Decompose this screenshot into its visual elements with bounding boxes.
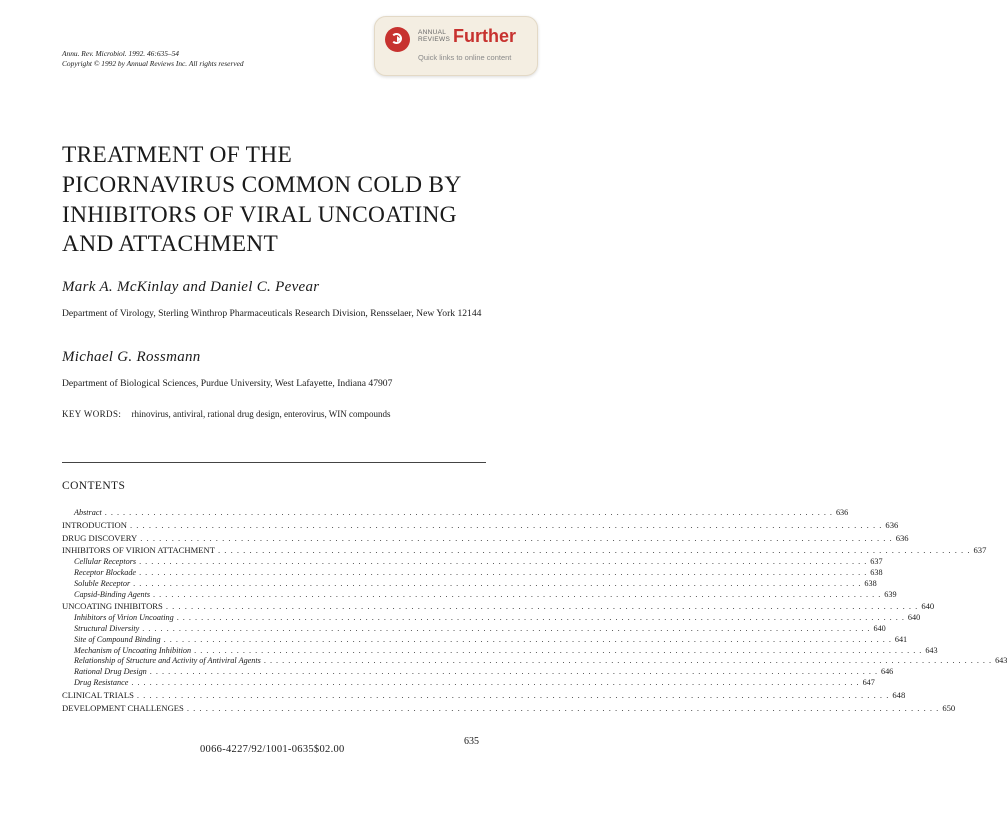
toc-entry xyxy=(62,567,883,579)
toc-entry-page: 640 xyxy=(873,623,886,633)
toc-entry xyxy=(62,702,956,715)
toc-entry-page: 648 xyxy=(892,689,906,700)
toc-entry-page: 643 xyxy=(995,656,1007,666)
toc-entry-page: 640 xyxy=(921,601,935,612)
toc-entry-page: 643 xyxy=(925,645,938,655)
keywords xyxy=(62,409,391,419)
toc-leader-dots: . . . . . . . . . . . . . . . . . . . . . . . . . . . . . . . . . . . . . . . . . . . . . . . . . . . . . . . . . . . . . . . . . . . . . . . . . . . . . . . . . . . . . . . . . . . . . . . . . . . . . . . . . . . . . . . . . . . . . . . . xyxy=(186,702,940,713)
toc-entry-page: 636 xyxy=(895,532,909,543)
toc-leader-dots: . . . . . . . . . . . . . . . . . . . . . . . . . . . . . . . . . . . . . . . . . . . . . . . . . . . . . . . . . . . . . . . . . . . . . . . . . . . . . . . . . . . . . . . . . . . . . . . . . . . . . . . . . . . . . . . . . . . . . . . . xyxy=(139,557,868,567)
toc-leader-dots: . . . . . . . . . . . . . . . . . . . . . . . . . . . . . . . . . . . . . . . . . . . . . . . . . . . . . . . . . . . . . . . . . . . . . . . . . . . . . . . . . . . . . . . . . . . . . . . . . . . . . . . . . . . . . . . . . . . . . . . . xyxy=(104,508,833,517)
toc-entry-page: 647 xyxy=(862,677,875,687)
toc-entry-page: 650 xyxy=(942,702,956,713)
copyright-line: Copyright © 1992 by Annual Reviews Inc. All rights reserved xyxy=(62,59,244,68)
toc-entry xyxy=(62,645,938,657)
toc-leader-dots: . . . . . . . . . . . . . . . . . . . . . . . . . . . . . . . . . . . . . . . . . . . . . . . . . . . . . . . . . . . . . . . . . . . . . . . . . . . . . . . . . . . . . . . . . . . . . . . . . . . . . . . . . . . . . . . . . . . . . . . . xyxy=(194,645,923,655)
contents-heading: CONTENTS xyxy=(62,480,126,492)
toc-leader-dots: . . . . . . . . . . . . . . . . . . . . . . . . . . . . . . . . . . . . . . . . . . . . . . . . . . . . . . . . . . . . . . . . . . . . . . . . . . . . . . . . . . . . . . . . . . . . . . . . . . . . . . . . . . . . . . . . . . . . . . . . xyxy=(140,532,893,543)
toc-leader-dots: . . . . . . . . . . . . . . . . . . . . . . . . . . . . . . . . . . . . . . . . . . . . . . . . . . . . . . . . . . . . . . . . . . . . . . . . . . . . . . . . . . . . . . . . . . . . . . . . . . . . . . . . . . . . . . . . . . . . . . . . xyxy=(139,567,868,577)
toc-leader-dots: . . . . . . . . . . . . . . . . . . . . . . . . . . . . . . . . . . . . . . . . . . . . . . . . . . . . . . . . . . . . . . . . . . . . . . . . . . . . . . . . . . . . . . . . . . . . . . . . . . . . . . . . . . . . . . . . . . . . . . . . xyxy=(142,623,871,633)
section-divider xyxy=(62,462,486,463)
toc-entry xyxy=(62,634,908,646)
toc-entry xyxy=(62,589,897,601)
journal-citation-line: Annu. Rev. Microbiol. 1992. 46:635–54 xyxy=(62,49,179,58)
toc-entry-label: Rational Drug Design xyxy=(74,667,147,677)
toc-entry xyxy=(62,532,909,545)
toc-entry xyxy=(62,613,921,624)
keywords-label: KEY WORDS: xyxy=(62,409,122,419)
article-title xyxy=(62,141,532,260)
toc-entry-label: Inhibitors of Virion Uncoating xyxy=(74,613,174,623)
toc-entry-page: 646 xyxy=(880,667,894,677)
toc-entry-label: Drug Resistance xyxy=(74,677,129,687)
toc-entry xyxy=(62,623,886,635)
toc-entry-page: 636 xyxy=(835,508,849,517)
toc-leader-dots: . . . . . . . . . . . . . . . . . . . . . . . . . . . . . . . . . . . . . . . . . . . . . . . . . . . . . . . . . . . . . . . . . . . . . . . . . . . . . . . . . . . . . . . . . . . . . . . . . . . . . . . . . . . . . . . . . . . . . . . . xyxy=(129,519,883,530)
affiliation-secondary: Department of Biological Sciences, Purdue University, West Lafayette, Indiana 47907 xyxy=(62,378,393,389)
toc-entry xyxy=(62,557,883,568)
toc-entry-page: 641 xyxy=(894,634,908,644)
toc-entry xyxy=(62,544,987,557)
badge-publisher-line1: ANNUAL xyxy=(418,29,447,36)
toc-entry xyxy=(62,656,1007,667)
toc-entry-label: Site of Compound Binding xyxy=(74,634,161,644)
toc-leader-dots: . . . . . . . . . . . . . . . . . . . . . . . . . . . . . . . . . . . . . . . . . . . . . . . . . . . . . . . . . . . . . . . . . . . . . . . . . . . . . . . . . . . . . . . . . . . . . . . . . . . . . . . . . . . . . . . . . . . . . . . . xyxy=(149,667,878,677)
toc-leader-dots: . . . . . . . . . . . . . . . . . . . . . . . . . . . . . . . . . . . . . . . . . . . . . . . . . . . . . . . . . . . . . . . . . . . . . . . . . . . . . . . . . . . . . . . . . . . . . . . . . . . . . . . . . . . . . . . . . . . . . . . . xyxy=(163,634,892,644)
toc-entry-page: 638 xyxy=(870,567,883,577)
toc-leader-dots: . . . . . . . . . . . . . . . . . . . . . . . . . . . . . . . . . . . . . . . . . . . . . . . . . . . . . . . . . . . . . . . . . . . . . . . . . . . . . . . . . . . . . . . . . . . . . . . . . . . . . . . . . . . . . . . . . . . . . . . . xyxy=(263,656,993,666)
toc-leader-dots: . . . . . . . . . . . . . . . . . . . . . . . . . . . . . . . . . . . . . . . . . . . . . . . . . . . . . . . . . . . . . . . . . . . . . . . . . . . . . . . . . . . . . . . . . . . . . . . . . . . . . . . . . . . . . . . . . . . . . . . . xyxy=(133,578,862,588)
authors-secondary: Michael G. Rossmann xyxy=(62,349,201,365)
toc-entry xyxy=(62,519,899,532)
toc-entry-label: Structural Diversity xyxy=(74,623,140,633)
badge-publisher xyxy=(418,29,450,43)
keywords-text: rhinovirus, antiviral, rational drug design, enterovirus, WIN compounds xyxy=(131,409,391,419)
toc-entry-label: Cellular Receptors xyxy=(74,557,137,567)
title-line: INHIBITORS OF VIRAL UNCOATING xyxy=(62,201,457,228)
toc-entry-label: Mechanism of Uncoating Inhibition xyxy=(74,645,192,655)
title-line: TREATMENT OF THE xyxy=(62,142,293,168)
authors-primary: Mark A. McKinlay and Daniel C. Pevear xyxy=(62,279,320,295)
toc-entry-label: INTRODUCTION xyxy=(62,519,127,530)
badge-further-label: Further xyxy=(453,26,516,46)
toc-entry-page: 636 xyxy=(885,519,899,530)
toc-entry-label: Abstract xyxy=(74,508,102,517)
toc-leader-dots: . . . . . . . . . . . . . . . . . . . . . . . . . . . . . . . . . . . . . . . . . . . . . . . . . . . . . . . . . . . . . . . . . . . . . . . . . . . . . . . . . . . . . . . . . . . . . . . . . . . . . . . . . . . . . . . . . . . . . . . . xyxy=(153,589,882,599)
toc-entry-label: Receptor Blockade xyxy=(74,567,137,577)
toc-entry-label: DRUG DISCOVERY xyxy=(62,532,138,543)
badge-subtitle: Quick links to online content xyxy=(418,53,512,62)
badge-publisher-line2: REVIEWS xyxy=(418,36,451,43)
toc-leader-dots: . . . . . . . . . . . . . . . . . . . . . . . . . . . . . . . . . . . . . . . . . . . . . . . . . . . . . . . . . . . . . . . . . . . . . . . . . . . . . . . . . . . . . . . . . . . . . . . . . . . . . . . . . . . . . . . . . . . . . . . . xyxy=(217,545,971,556)
toc-entry-page: 638 xyxy=(864,578,877,588)
toc-entry-page: 637 xyxy=(870,557,883,567)
toc-entry xyxy=(62,578,877,590)
toc-entry xyxy=(62,600,935,613)
table-of-contents xyxy=(62,508,1007,714)
affiliation-primary: Department of Virology, Sterling Winthrop Pharmaceuticals Research Division, Rensselaer, New York 12144 xyxy=(62,308,482,319)
toc-entry-page: 639 xyxy=(884,589,897,599)
journal-citation xyxy=(62,49,244,69)
price-code: 0066-4227/92/1001-0635$02.00 xyxy=(200,744,345,755)
toc-entry xyxy=(62,667,894,678)
toc-leader-dots: . . . . . . . . . . . . . . . . . . . . . . . . . . . . . . . . . . . . . . . . . . . . . . . . . . . . . . . . . . . . . . . . . . . . . . . . . . . . . . . . . . . . . . . . . . . . . . . . . . . . . . . . . . . . . . . . . . . . . . . . xyxy=(165,601,919,612)
toc-leader-dots: . . . . . . . . . . . . . . . . . . . . . . . . . . . . . . . . . . . . . . . . . . . . . . . . . . . . . . . . . . . . . . . . . . . . . . . . . . . . . . . . . . . . . . . . . . . . . . . . . . . . . . . . . . . . . . . . . . . . . . . . xyxy=(176,613,905,623)
title-line: AND ATTACHMENT xyxy=(62,231,279,258)
toc-leader-dots: . . . . . . . . . . . . . . . . . . . . . . . . . . . . . . . . . . . . . . . . . . . . . . . . . . . . . . . . . . . . . . . . . . . . . . . . . . . . . . . . . . . . . . . . . . . . . . . . . . . . . . . . . . . . . . . . . . . . . . . . xyxy=(131,677,860,687)
toc-entry-label: CLINICAL TRIALS xyxy=(62,689,134,700)
page-number: 635 xyxy=(464,736,479,747)
toc-leader-dots: . . . . . . . . . . . . . . . . . . . . . . . . . . . . . . . . . . . . . . . . . . . . . . . . . . . . . . . . . . . . . . . . . . . . . . . . . . . . . . . . . . . . . . . . . . . . . . . . . . . . . . . . . . . . . . . . . . . . . . . . xyxy=(136,689,890,700)
toc-entry-label: DEVELOPMENT CHALLENGES xyxy=(62,702,184,713)
toc-entry-label: Soluble Receptor xyxy=(74,578,131,588)
toc-entry xyxy=(62,508,849,519)
further-links-badge[interactable] xyxy=(374,16,538,76)
title-line: PICORNAVIRUS COMMON COLD BY xyxy=(62,171,462,198)
toc-entry-page: 637 xyxy=(973,545,987,556)
play-circle-icon xyxy=(385,27,410,52)
toc-entry-label: INHIBITORS OF VIRION ATTACHMENT xyxy=(62,545,215,556)
toc-entry xyxy=(62,677,875,689)
toc-entry-label: Relationship of Structure and Activity of Antiviral Agents xyxy=(74,656,261,666)
toc-entry-label: UNCOATING INHIBITORS xyxy=(62,601,163,612)
toc-entry-page: 640 xyxy=(907,613,921,623)
toc-entry xyxy=(62,689,906,702)
toc-entry-label: Capsid-Binding Agents xyxy=(74,589,151,599)
